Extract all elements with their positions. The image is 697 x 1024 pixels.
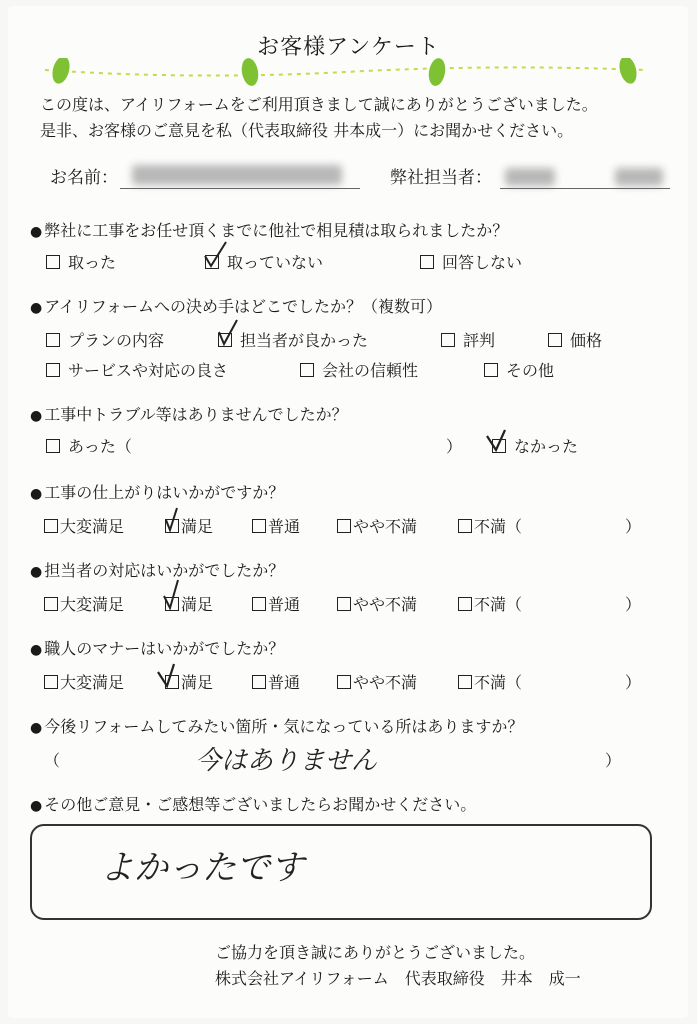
checkbox[interactable] [252,597,266,611]
question-8: ● その他ご意見・ご感想等ございましたらお聞かせください。 [30,795,477,814]
handwritten-check-icon [164,662,188,690]
checkbox-checked[interactable] [165,519,179,533]
q6-option-dissatisfied[interactable]: 不満（ [458,670,522,693]
checkbox[interactable] [458,519,472,533]
question-7: ● 今後リフォームしてみたい箇所・気になっている所はありますか？ [30,717,524,736]
q1-option-not-taken[interactable]: 取っていない [205,250,323,273]
handwritten-check-icon [491,426,515,454]
checkbox[interactable] [44,519,58,533]
checkbox[interactable] [337,519,351,533]
checkbox[interactable] [548,333,562,347]
checkbox[interactable] [441,333,455,347]
q6-option-slightly-dissatisfied[interactable]: やや不満 [337,670,417,693]
q6-option-normal[interactable]: 普通 [252,670,300,693]
q2-option-service[interactable]: サービスや対応の良さ [46,358,228,381]
checkbox-checked[interactable] [492,439,506,453]
handwritten-check-icon [164,584,188,612]
q7-paren-close: ） [605,751,622,770]
intro-line-1: この度は、アイリフォームをご利用頂きまして誠にありがとうございました。 [40,95,598,114]
footer-signature: 株式会社アイリフォーム 代表取締役 井本 成一 [215,969,581,988]
q2-option-plan[interactable]: プランの内容 [46,328,164,351]
q5-option-slightly-dissatisfied[interactable]: やや不満 [337,592,417,615]
question-5: ● 担当者の対応はいかがでしたか？ [30,561,285,580]
q3-option-yes[interactable]: あった（ [46,434,132,457]
q1-option-taken[interactable]: 取った [46,250,116,273]
q8-handwritten-answer[interactable]: よかったです [100,848,304,888]
name-label: お名前： [50,168,118,188]
name-redacted [132,165,342,185]
q3-option-no[interactable]: なかった [492,434,578,457]
staff-redacted-2 [615,168,663,186]
checkbox[interactable] [252,519,266,533]
name-underline [120,188,360,189]
handwritten-check-icon [164,506,188,534]
checkbox[interactable] [458,675,472,689]
q4-option-satisfied[interactable]: 満足 [165,514,213,537]
q7-handwritten-answer[interactable]: 今はありません [195,746,378,776]
staff-label: 弊社担当者： [390,168,492,188]
q2-option-price[interactable]: 価格 [548,328,602,351]
q4-option-normal[interactable]: 普通 [252,514,300,537]
checkbox[interactable] [46,333,60,347]
q4-option-slightly-dissatisfied[interactable]: やや不満 [337,514,417,537]
question-1: ● 弊社に工事をお任せ頂くまでに他社で相見積は取られましたか？ [30,221,509,240]
handwritten-check-icon [217,320,241,348]
checkbox[interactable] [458,597,472,611]
checkbox[interactable] [337,675,351,689]
checkbox-checked[interactable] [205,255,219,269]
checkbox-checked[interactable] [218,333,232,347]
page-title: お客様アンケート [257,35,440,60]
q2-option-trust[interactable]: 会社の信頼性 [300,358,418,381]
leaf-vine-decoration [45,58,645,88]
question-3: ● 工事中トラブル等はありませんでしたか？ [30,405,348,424]
checkbox[interactable] [46,439,60,453]
q6-option-very-satisfied[interactable]: 大変満足 [44,670,124,693]
q3-paren-close: ） [446,437,463,456]
checkbox[interactable] [484,363,498,377]
q5-option-satisfied[interactable]: 満足 [165,592,213,615]
q2-option-other[interactable]: その他 [484,358,554,381]
staff-underline [500,188,670,189]
question-4: ● 工事の仕上がりはいかがですか？ [30,483,285,502]
checkbox[interactable] [46,363,60,377]
checkbox-checked[interactable] [165,597,179,611]
checkbox[interactable] [337,597,351,611]
checkbox[interactable] [420,255,434,269]
footer-thanks: ご協力を頂き誠にありがとうございました。 [215,943,536,962]
checkbox[interactable] [46,255,60,269]
staff-redacted [505,168,555,186]
q6-paren-close: ） [625,673,642,692]
q7-paren-open: （ [44,751,61,770]
q2-option-staff[interactable]: 担当者が良かった [218,328,368,351]
intro-line-2: 是非、お客様のご意見を私（代表取締役 井本成一）にお聞かせください。 [40,121,574,140]
checkbox[interactable] [300,363,314,377]
q4-option-dissatisfied[interactable]: 不満（ [458,514,522,537]
q1-option-no-answer[interactable]: 回答しない [420,250,522,273]
question-6: ● 職人のマナーはいかがでしたか？ [30,639,285,658]
q6-option-satisfied[interactable]: 満足 [165,670,213,693]
q5-option-normal[interactable]: 普通 [252,592,300,615]
question-2: ● アイリフォームへの決め手はどこでしたか？（複数可） [30,297,442,316]
q4-option-very-satisfied[interactable]: 大変満足 [44,514,124,537]
checkbox[interactable] [44,675,58,689]
checkbox[interactable] [44,597,58,611]
q5-option-dissatisfied[interactable]: 不満（ [458,592,522,615]
q2-option-reputation[interactable]: 評判 [441,328,495,351]
checkbox-checked[interactable] [165,675,179,689]
q5-paren-close: ） [625,595,642,614]
checkbox[interactable] [252,675,266,689]
q4-paren-close: ） [625,517,642,536]
q5-option-very-satisfied[interactable]: 大変満足 [44,592,124,615]
handwritten-check-icon [204,242,228,270]
